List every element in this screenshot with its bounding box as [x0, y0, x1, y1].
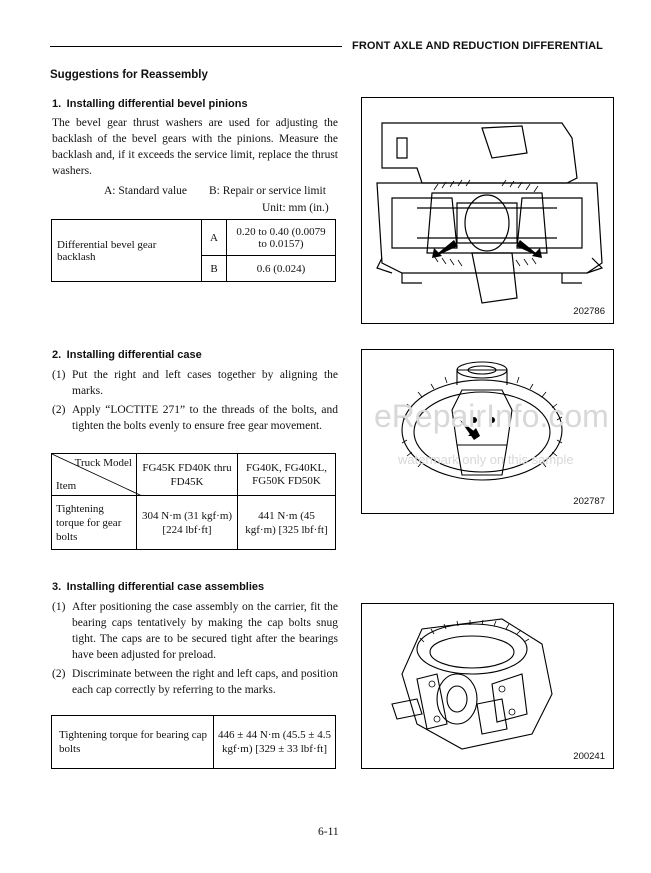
table-corner-cell — [52, 454, 137, 496]
page-number: 6-11 — [318, 826, 339, 838]
watermark-sub: watermark only on this sample — [398, 452, 574, 467]
step2-item-1-num: (1) — [52, 369, 66, 381]
bearing-cap-row-label: Tightening torque for bearing cap bolts — [52, 716, 214, 769]
step2-heading: 2. Installing differential case — [52, 349, 202, 361]
legend-b: B: Repair or service limit — [209, 185, 326, 197]
figure-number-2: 202787 — [573, 496, 605, 507]
bearing-cap-torque-table — [51, 715, 336, 769]
step3-item-1-text: After positioning the case assembly on the carrier, fit the bearing caps tentatively by making the cap bolts snug tight. The caps are to be secured tight after the bearings have been adjusted for preload. — [72, 601, 338, 661]
gear-bolt-val1: 304 N·m (31 kgf·m) [224 lbf·ft] — [137, 496, 238, 550]
figure-number-3: 200241 — [573, 751, 605, 762]
corner-bottom-label: Item — [56, 480, 77, 492]
step1-heading: 1. Installing differential bevel pinions — [52, 98, 248, 110]
figure-number-1: 202786 — [573, 306, 605, 317]
bearing-cap-value: 446 ± 44 N·m (45.5 ± 4.5 kgf·m) [329 ± 33 lbf·ft] — [214, 716, 336, 769]
step2-item-2-num: (2) — [52, 404, 66, 416]
backlash-item: Differential bevel gear backlash — [52, 220, 202, 282]
step2-item-2-text: Apply “LOCTITE 271” to the threads of the bolts, and tighten the bolts evenly to ensure free gear movement. — [72, 404, 338, 432]
step3-item-1-num: (1) — [52, 601, 66, 613]
header-rule — [50, 46, 342, 47]
step3-list — [52, 599, 338, 698]
gear-bolt-val2: 441 N·m (45 kgf·m) [325 lbf·ft] — [238, 496, 336, 550]
legend-a: A: Standard value — [104, 185, 188, 197]
step2-item-1-text: Put the right and left cases together by aligning the marks. — [72, 369, 338, 397]
step3-heading: 3. Installing differential case assemblies — [52, 581, 265, 593]
row-b-value: 0.6 (0.024) — [227, 256, 336, 282]
col1-header: FG45K FD40K thru FD45K — [137, 454, 238, 496]
watermark-main: eRepairInfo.com — [374, 398, 609, 434]
step3-item-2-num: (2) — [52, 668, 66, 680]
step3-item-2 — [52, 666, 338, 698]
corner-top-label: Truck Model — [74, 457, 132, 469]
carrier-assembly-drawing — [362, 604, 613, 768]
step2-item-1 — [52, 367, 338, 399]
differential-housing-drawing — [362, 98, 613, 323]
row-a-label: A — [202, 220, 227, 256]
unit-label: Unit: mm (in.) — [262, 202, 329, 214]
step3-item-1 — [52, 599, 338, 663]
row-a-value: 0.20 to 0.40 (0.0079 to 0.0157) — [227, 220, 336, 256]
step2-item-2 — [52, 402, 338, 434]
figure-differential-bevel-pinions — [361, 97, 614, 324]
figure-differential-case-assembly — [361, 603, 614, 769]
gear-bolt-torque-table — [51, 453, 336, 550]
header-title: FRONT AXLE AND REDUCTION DIFFERENTIAL — [352, 40, 603, 52]
row-b-label: B — [202, 256, 227, 282]
step2-list — [52, 367, 338, 434]
step3-item-2-text: Discriminate between the right and left caps, and position each cap correctly by referring to the marks. — [72, 668, 338, 696]
col2-header: FG40K, FG40KL, FG50K FD50K — [238, 454, 336, 496]
step1-body: The bevel gear thrust washers are used for adjusting the backlash of the bevel gears with the pinions. Measure the backlash and, if it exceeds the service limit, replace the thrust washers. — [52, 117, 338, 177]
gear-bolt-row-label: Tightening torque for gear bolts — [52, 496, 137, 550]
backlash-table — [51, 219, 336, 282]
section-title: Suggestions for Reassembly — [50, 69, 208, 81]
figure-differential-case — [361, 349, 614, 514]
